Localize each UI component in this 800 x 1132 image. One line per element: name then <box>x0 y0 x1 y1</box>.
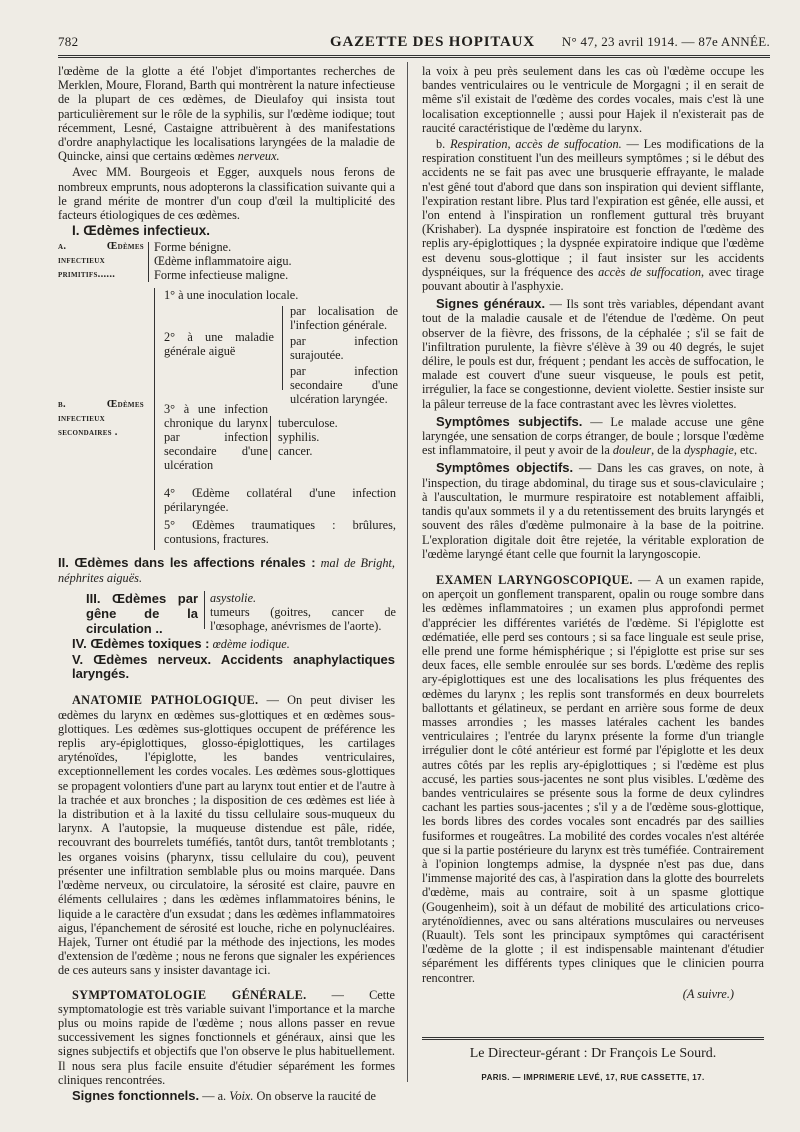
paragraph: Signes fonctionnels. — a. Voix. On observe la raucité de <box>72 1087 377 1103</box>
classif-item: Forme bénigne. <box>154 240 232 255</box>
section-iv: IV. Œdèmes toxiques : œdème iodique. <box>72 635 290 651</box>
right-column <box>422 64 764 1001</box>
classif-item: asystolie. <box>210 590 257 605</box>
issue-info: N° 47, 23 avril 1914. — 87e ANNÉE. <box>561 34 770 49</box>
to-be-continued: (A suivre.) <box>682 986 734 1001</box>
classif-subitem: par infection surajoutée. <box>290 334 398 363</box>
classif-item: Forme infectieuse maligne. <box>154 268 289 283</box>
classif-subitem: syphilis. <box>278 430 320 445</box>
column-divider <box>407 62 408 1082</box>
section-iii <box>58 589 395 635</box>
classif-item: 5° Œdèmes traumatiques : brûlures, contusions, fractures. <box>164 518 396 547</box>
classif-subitem: par infection secondaire d'une ulcération laryngée. <box>290 364 398 407</box>
running-header <box>58 30 770 52</box>
brace <box>282 306 283 390</box>
paragraph: la voix à peu près seulement dans les cas où l'œdème occupe les bandes ventriculaires ou le ventricule de Morgagni ; il en serait de même s'il existait de l'œdème des cordes vocales, mais c'est là une localisation exceptionnelle ; aussi pour Hajek il n'existerait pas de raucité caractéristique de l'œdème du larynx. <box>422 64 764 135</box>
classif-item: 3° à une infection chronique du larynx par infection secondaire d'une ulcération <box>164 402 268 473</box>
paragraph: ANATOMIE PATHOLOGIQUE. — On peut diviser les œdèmes du larynx en œdèmes sus-glottiques et en œdèmes sous-glottiques. Les œdèmes sus-glottiques occupent de préférence les replis ary-épiglottiques, glosso-épiglottiques, les cartilages aryténoïdes, l'épiglotte, les bandes ventriculaires, exceptionnellement les cordes vocales. Les œdèmes sous-glottiques se propagent volontiers d'une part au larynx tout entier et de l'autre à la trachée et aux bronches ; la disposition de ces œdèmes est liée à la distribution et à la laxité du tissu cellulaire sous-muqueux du larynx. A l'autopsie, la muqueuse distendue est pâle, ridée, recouvrant des bourrelets tuméfiés, tantôt durs, tantôt tremblotants ; les organes voisins (pharynx, tissu cellulaire du cou), peuvent présenter une infiltration semblable plus ou moins marquée. Dans l'œdème nerveux, ou circulatoire, la sérosité est claire, pauvre en éléments cellulaires ; dans les œdèmes inflammatoires bénins, le liquide a le caractère d'un exsudat ; dans les œdèmes inflammatoires aigus, l'épanchement de sérosité est louche, riche en polynucléaires. Hajek, Turner ont étudié par la méthode des injections, les modes d'extension de l'œdème ; nous ne ferons que signaler les expériences de ces auteurs sans y insister davantage ici. <box>58 693 396 978</box>
brace <box>204 591 205 629</box>
page-number: 782 <box>58 34 79 49</box>
paragraph: SYMPTOMATOLOGIE GÉNÉRALE. — Cette symptomatologie est très variable suivant l'importance et la marche plus ou moins rapide de l'œdème ; nous allons passer en revue successivement les signes fonctionnels et généraux, ainsi que les signes subjectifs et objectifs que l'on observe le plus habituellement. Il nous sera plus facile ensuite d'étudier séparément les formes cliniques rencontrées. <box>58 987 396 1087</box>
classif-label-a: a. Œdèmes infectieux primitifs...... <box>58 241 144 281</box>
paragraph: Symptômes objectifs. — Dans les cas graves, on note, à l'inspection, du tirage abdominal, du tirage sus et sous-claviculaire ; à l'auscultation, le murmure respiratoire est notablement affaibli, tandis qu'aux sommets il y a du retentissement des bruits laryngés et souvent des râles d'œdème pulmonaire à la base de la poitrine. L'exploration digitale doit être rejetée, la véritable exploration de l'œdème laryngé étant celle que fournit la laryngoscopie. <box>422 460 764 561</box>
classif-label-b: b. Œdèmes infectieux secondaires . <box>58 399 144 439</box>
brace <box>270 416 271 460</box>
classif-subitem: par localisation de l'infection générale. <box>290 304 398 333</box>
section-heading: V. Œdèmes nerveux. Accidents anaphylactiques laryngés. <box>72 652 395 682</box>
classif-item: tumeurs (goitres, cancer de l'œsophage, anévrismes de l'aorte). <box>210 604 396 633</box>
classif-item: Œdème inflammatoire aigu. <box>154 254 292 269</box>
header-rule <box>58 55 770 58</box>
section-ii: II. Œdèmes dans les affections rénales : mal de Bright, néphrites aiguës. <box>58 555 396 585</box>
paragraph: Symptômes subjectifs. — Le malade accuse une gêne laryngée, une sensation de corps étranger, de boule ; lorsque l'œdème est inflammatoire, il peut y avoir de la douleur, de la dysphagie, etc. <box>422 413 764 458</box>
left-column <box>58 64 398 1105</box>
classif-subitem: cancer. <box>278 444 313 459</box>
section-heading: III. Œdèmes par gêne de la circulation .. <box>86 590 198 636</box>
paragraph: Avec MM. Bourgeois et Egger, auxquels nous ferons de nombreux emprunts, nous adopterons la classification suivante qui a le grand mérite de montrer d'un coup d'œil la multiplicité des facteurs étiologiques de ces œdèmes. <box>58 165 395 223</box>
director-line: Le Directeur-gérant : Dr François Le Sourd. <box>469 1046 717 1061</box>
journal-title: GAZETTE DES HOPITAUX <box>330 34 535 50</box>
classif-subitem: tuberculose. <box>278 416 338 431</box>
classification-table <box>58 240 398 562</box>
brace <box>148 242 149 282</box>
classif-item: 4° Œdème collatéral d'une infection périlaryngée. <box>164 486 396 515</box>
section-heading: I. Œdèmes infectieux. <box>72 223 211 239</box>
brace <box>154 288 155 550</box>
footer-rule <box>422 1037 764 1040</box>
paragraph: b. Respiration, accès de suffocation. — Les modifications de la respiration constituent l'un des meilleurs symptômes ; si le début des accidents ne se fait pas avec une brusquerie effrayante, le malade n'est gêné tout d'abord que dans son inspiration qui devient sifflante, l'expiration restant libre. Plus tard l'expiration est gênée, elle aussi, et l'on entend à l'inspiration un ronflement guttural très bruyant (Krishaber). La dyspnée inspiratoire est fonction de l'œdème des replis ary-épiglottiques ; la dyspnée expiratoire indique que l'œdème est devenu sous-glottique ; il faut insister sur les accidents dyspnéiques, sur la fréquence des accès de suffocation, avec tirage pouvant aboutir à l'asphyxie. <box>422 137 765 294</box>
paragraph: l'œdème de la glotte a été l'objet d'importantes recherches de Merklen, Moure, Florand, Barth qui montrèrent la nature infectieuse de la plupart de ces œdèmes, de Dieulafoy qui insista tout particulièrement sur le rôle de la syphilis, sur l'œdème iodique; tout récemment, Lesné, Castaigne attribuèrent à des manifestations d'ordre anaphylactique les localisations laryngées de la maladie de Quincke, ainsi que certains œdèmes nerveux. <box>58 64 395 164</box>
paragraph: EXAMEN LARYNGOSCOPIQUE. — A un examen rapide, on aperçoit un gonflement transparent, opalin ou rouge sombre dans les œdèmes inflammatoires ; un examen plus approfondi permet d'apprécier les différentes variétés de l'œdème. Si l'épiglotte est œdématiée, elle perd ses contours ; si sa face linguale est seule prise, elle prend une forme hémisphérique ; si l'épiglotte est prise sur ses deux faces, elle semble enroulée sur ses bords. L'œdème des replis ary-épiglottiques est une des localisations les plus fréquentes des œdèmes du larynx ; les replis sont transformés en deux bourrelets ballottants et gélatineux, se perdant en arrière sous forme de deux masses arrondies ; les masses latérales cachent les bandes ventriculaires ; l'entrée du larynx présente la forme d'un triangle irrégulier dont le côté antérieur est formé par l'épiglotte et les deux autres côtés par les replis ary-épiglottiques ; si l'œdème est plus accusé, les parties sous-jacentes ne sont plus visibles. L'œdème des bandes ventriculaires se présente sous la forme de deux cylindres cachant les parties sous-jacentes ; s'il y a de l'œdème sous-glottique, les bords libres des cordes vocales sont encadrés par des saillies fusiformes et rougeâtres. La mobilité des cordes vocales n'est altérée que si la partie postérieure du larynx est très tuméfiée. Contrairement à l'opinion longtemps admise, la dyspnée n'est pas due, dans l'immense majorité des cas, à l'aspiration dans la glotte des bourrelets d'œdème, mais au contraire, soit à un spasme glottique (Gougenheim), soit à un défaut de mobilité des articulations crico-aryténoïdiennes, avec ou sans altérations musculaires ou nerveuses (Ruault). Tels sont les principaux symptômes qui caractérisent l'œdème de la glotte ; il est indispensable maintenant d'étudier séparément les différents types cliniques que le clinicien pourra rencontrer. <box>422 572 764 985</box>
paragraph: Signes généraux. — Ils sont très variables, dépendant avant tout de la maladie causale et de l'étendue de l'œdème. On peut observer de la fièvre, des frissons, de la céphalée ; s'il se fait de l'infiltration purulente, la fièvre s'élève à 39 ou 40 degrés, le sujet délire, le pouls est dur, fréquent ; pendant les accès de suffocation, le malade est couvert d'une sueur visqueuse, le pouls est petit, irrégulier, la face se congestionne, devient violette. Sestier insiste sur la pâleur terreuse de la face contrastant avec les lèvres violettes. <box>422 296 764 411</box>
classif-item: 1° à une inoculation locale. <box>164 288 299 303</box>
printer-imprint: PARIS. — IMPRIMERIE LEVÉ, 17, RUE CASSETTE, 17. <box>481 1073 705 1082</box>
classif-item: 2° à une maladie générale aiguë <box>164 330 274 359</box>
